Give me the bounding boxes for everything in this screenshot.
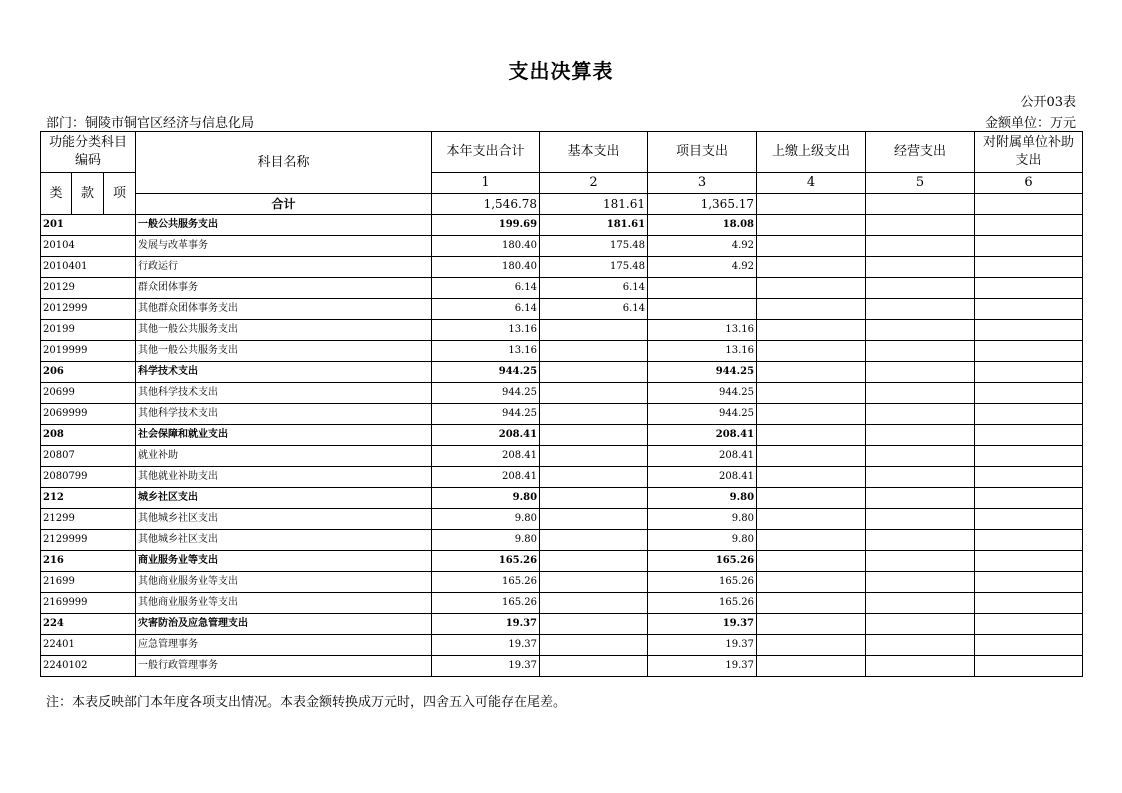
row-subsidy [975,656,1083,677]
row-subsidy [975,362,1083,383]
row-name: 其他商业服务业等支出 [136,593,432,614]
row-business [866,530,975,551]
total-basic: 181.61 [540,194,648,215]
row-project: 9.80 [648,509,757,530]
header-name: 科目名称 [136,132,432,194]
row-subsidy [975,257,1083,278]
row-business [866,551,975,572]
row-code: 2019999 [41,341,136,362]
row-upper [757,278,866,299]
table-row [41,446,1083,467]
row-upper [757,341,866,362]
table-row [41,467,1083,488]
row-project: 165.26 [648,593,757,614]
row-subsidy [975,572,1083,593]
column-number: 5 [866,173,975,194]
row-basic [540,530,648,551]
table-row [41,299,1083,320]
header-xiang: 项 [104,173,136,215]
row-subsidy [975,530,1083,551]
table-row [41,404,1083,425]
row-upper [757,509,866,530]
row-total: 9.80 [432,488,540,509]
row-basic: 175.48 [540,236,648,257]
column-number: 1 [432,173,540,194]
row-name: 社会保障和就业支出 [136,425,432,446]
row-subsidy [975,404,1083,425]
row-business [866,467,975,488]
row-business [866,215,975,236]
row-basic: 6.14 [540,278,648,299]
row-name: 其他城乡社区支出 [136,530,432,551]
row-code: 206 [41,362,136,383]
row-project [648,299,757,320]
column-number: 4 [757,173,866,194]
row-name: 其他商业服务业等支出 [136,572,432,593]
row-project: 13.16 [648,320,757,341]
row-upper [757,530,866,551]
row-total: 180.40 [432,257,540,278]
row-name: 其他群众团体事务支出 [136,299,432,320]
total-subsidy [975,194,1083,215]
header-project: 项目支出 [648,132,757,173]
row-total: 165.26 [432,593,540,614]
total-project: 1,365.17 [648,194,757,215]
row-basic [540,635,648,656]
row-total: 208.41 [432,467,540,488]
row-code: 20807 [41,446,136,467]
row-basic [540,320,648,341]
row-project: 19.37 [648,635,757,656]
row-business [866,656,975,677]
total-row [41,194,1083,215]
row-name: 就业补助 [136,446,432,467]
row-subsidy [975,446,1083,467]
row-upper [757,446,866,467]
row-subsidy [975,593,1083,614]
row-code: 22401 [41,635,136,656]
row-project: 944.25 [648,404,757,425]
column-number: 6 [975,173,1083,194]
row-total: 19.37 [432,635,540,656]
row-total: 944.25 [432,404,540,425]
table-row [41,593,1083,614]
row-code: 212 [41,488,136,509]
row-business [866,572,975,593]
row-code: 2240102 [41,656,136,677]
row-business [866,320,975,341]
row-project: 19.37 [648,614,757,635]
row-project: 9.80 [648,530,757,551]
table-row [41,656,1083,677]
row-upper [757,215,866,236]
table-row [41,341,1083,362]
row-subsidy [975,488,1083,509]
row-basic [540,593,648,614]
row-project: 208.41 [648,425,757,446]
total-label: 合计 [136,194,432,215]
row-total: 944.25 [432,362,540,383]
row-basic [540,509,648,530]
row-code: 20129 [41,278,136,299]
row-project: 13.16 [648,341,757,362]
row-project: 165.26 [648,572,757,593]
row-name: 其他科学技术支出 [136,383,432,404]
row-code: 20699 [41,383,136,404]
row-total: 19.37 [432,656,540,677]
table-row [41,257,1083,278]
row-name: 其他城乡社区支出 [136,509,432,530]
row-upper [757,551,866,572]
column-number: 3 [648,173,757,194]
row-subsidy [975,320,1083,341]
table-row [41,383,1083,404]
header-row [41,132,1083,173]
row-name: 发展与改革事务 [136,236,432,257]
row-code: 201 [41,215,136,236]
row-subsidy [975,635,1083,656]
row-total: 6.14 [432,299,540,320]
row-code: 20104 [41,236,136,257]
row-basic [540,614,648,635]
row-subsidy [975,299,1083,320]
row-code: 20199 [41,320,136,341]
row-name: 其他就业补助支出 [136,467,432,488]
row-upper [757,236,866,257]
table-row [41,425,1083,446]
row-total: 944.25 [432,383,540,404]
row-project: 19.37 [648,656,757,677]
header-subsidy: 对附属单位补助支出 [975,132,1083,173]
row-total: 208.41 [432,446,540,467]
row-total: 13.16 [432,320,540,341]
table-row [41,215,1083,236]
row-upper [757,383,866,404]
row-business [866,278,975,299]
table-row [41,488,1083,509]
total-amount: 1,546.78 [432,194,540,215]
header-upper: 上缴上级支出 [757,132,866,173]
row-basic: 175.48 [540,257,648,278]
row-upper [757,467,866,488]
row-basic [540,404,648,425]
row-total: 180.40 [432,236,540,257]
row-subsidy [975,614,1083,635]
row-subsidy [975,551,1083,572]
row-subsidy [975,341,1083,362]
row-business [866,593,975,614]
header-kuan: 款 [72,173,104,215]
row-business [866,383,975,404]
header-lei: 类 [41,173,72,215]
amount-unit-label: 金额单位：万元 [984,116,1076,131]
row-project: 944.25 [648,383,757,404]
row-code: 2012999 [41,299,136,320]
row-upper [757,488,866,509]
table-row [41,530,1083,551]
row-business [866,299,975,320]
row-project: 208.41 [648,446,757,467]
row-basic [540,656,648,677]
table-row [41,320,1083,341]
row-project: 208.41 [648,467,757,488]
row-code: 224 [41,614,136,635]
row-basic [540,341,648,362]
table-row [41,551,1083,572]
row-upper [757,320,866,341]
row-name: 应急管理事务 [136,635,432,656]
form-number: 公开03表 [1020,95,1076,110]
row-business [866,236,975,257]
expenditure-table [40,131,1083,677]
row-basic [540,383,648,404]
column-number: 2 [540,173,648,194]
row-project: 944.25 [648,362,757,383]
footnote: 注：本表反映部门本年度各项支出情况。本表金额转换成万元时，四舍五入可能存在尾差。 [46,695,567,710]
row-subsidy [975,509,1083,530]
total-upper [757,194,866,215]
row-name: 科学技术支出 [136,362,432,383]
row-subsidy [975,278,1083,299]
row-upper [757,257,866,278]
row-total: 165.26 [432,551,540,572]
row-code: 208 [41,425,136,446]
table-row [41,572,1083,593]
table-row [41,635,1083,656]
row-total: 13.16 [432,341,540,362]
row-code: 2080799 [41,467,136,488]
row-basic [540,362,648,383]
row-total: 208.41 [432,425,540,446]
row-code: 2010401 [41,257,136,278]
table-row [41,278,1083,299]
row-upper [757,656,866,677]
table-row [41,509,1083,530]
row-name: 一般公共服务支出 [136,215,432,236]
row-total: 9.80 [432,530,540,551]
row-name: 行政运行 [136,257,432,278]
total-business [866,194,975,215]
row-subsidy [975,467,1083,488]
row-name: 其他一般公共服务支出 [136,341,432,362]
row-business [866,509,975,530]
department-label: 部门：铜陵市铜官区经济与信息化局 [46,116,255,131]
row-basic [540,467,648,488]
row-basic [540,446,648,467]
row-basic: 181.61 [540,215,648,236]
row-basic [540,488,648,509]
row-business [866,488,975,509]
row-upper [757,635,866,656]
header-basic: 基本支出 [540,132,648,173]
row-subsidy [975,236,1083,257]
row-code: 216 [41,551,136,572]
row-name: 群众团体事务 [136,278,432,299]
row-business [866,362,975,383]
row-basic [540,551,648,572]
row-business [866,614,975,635]
row-upper [757,614,866,635]
row-project [648,278,757,299]
row-code: 2069999 [41,404,136,425]
row-basic [540,572,648,593]
row-business [866,635,975,656]
row-business [866,341,975,362]
row-total: 165.26 [432,572,540,593]
row-name: 一般行政管理事务 [136,656,432,677]
row-business [866,425,975,446]
header-total: 本年支出合计 [432,132,540,173]
header-business: 经营支出 [866,132,975,173]
row-upper [757,299,866,320]
row-business [866,404,975,425]
row-project: 4.92 [648,236,757,257]
row-project: 4.92 [648,257,757,278]
row-code: 2129999 [41,530,136,551]
row-name: 商业服务业等支出 [136,551,432,572]
row-basic [540,425,648,446]
row-project: 165.26 [648,551,757,572]
row-upper [757,425,866,446]
row-name: 城乡社区支出 [136,488,432,509]
row-total: 19.37 [432,614,540,635]
row-subsidy [975,383,1083,404]
row-basic: 6.14 [540,299,648,320]
row-upper [757,362,866,383]
row-upper [757,404,866,425]
row-name: 其他科学技术支出 [136,404,432,425]
row-name: 其他一般公共服务支出 [136,320,432,341]
row-project: 18.08 [648,215,757,236]
row-upper [757,572,866,593]
row-total: 6.14 [432,278,540,299]
row-business [866,446,975,467]
table-row [41,236,1083,257]
header-code: 功能分类科目编码 [41,132,136,173]
row-project: 9.80 [648,488,757,509]
row-subsidy [975,425,1083,446]
table-row [41,362,1083,383]
row-upper [757,593,866,614]
page-title: 支出决算表 [508,59,614,83]
row-name: 灾害防治及应急管理支出 [136,614,432,635]
row-total: 199.69 [432,215,540,236]
row-code: 21699 [41,572,136,593]
row-code: 2169999 [41,593,136,614]
row-subsidy [975,215,1083,236]
row-code: 21299 [41,509,136,530]
row-business [866,257,975,278]
table-row [41,614,1083,635]
row-total: 9.80 [432,509,540,530]
